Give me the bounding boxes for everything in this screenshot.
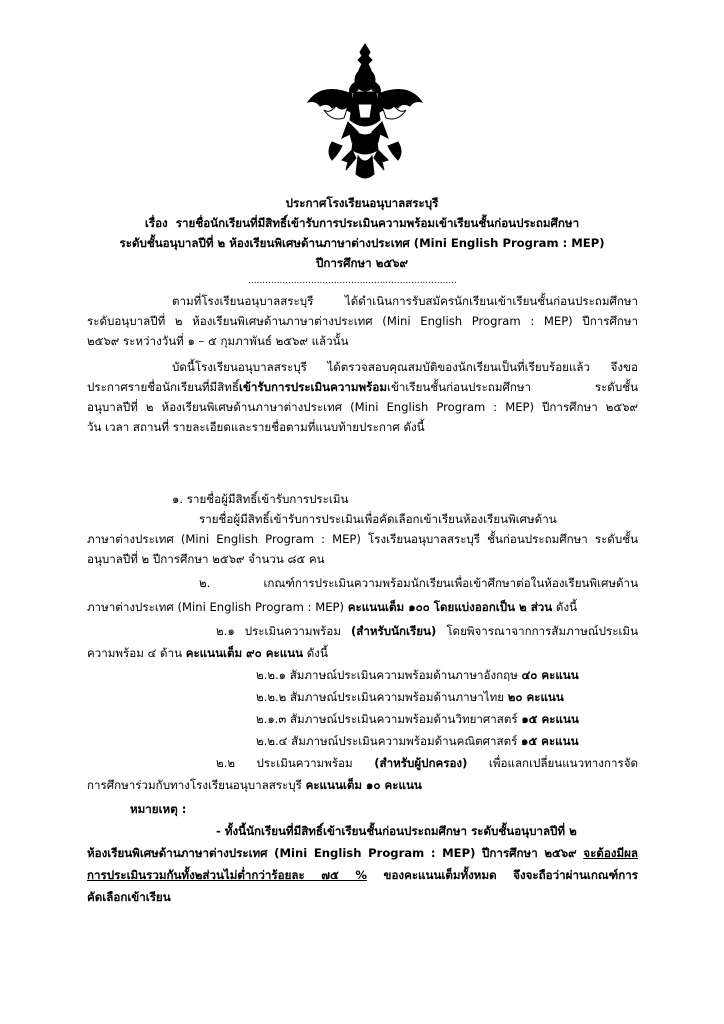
para1-line1: ตามที่โรงเรียนอนุบาลสระบุรี ได้ดำเนินการรับสมัครนักเรียนเข้าเรียนชั้นก่อนประถมศึกษา bbox=[172, 294, 638, 308]
item2-sub2-pre: ๒.๒ ประเมินความพร้อม bbox=[216, 756, 375, 770]
item2-line2 bbox=[87, 598, 577, 616]
item2-sub1-l2-bold: คะแนนเต็ม ๙๐ คะแนน bbox=[185, 646, 304, 660]
item2-sub2-line2 bbox=[87, 776, 422, 794]
criteria-item bbox=[256, 688, 564, 706]
para1-line2: ระดับอนุบาลปีที่ ๒ ห้องเรียนพิเศษด้านภาษาต่างประเทศ (Mini English Program : MEP) ปีการศึกษา bbox=[87, 314, 638, 328]
item2-sub1-l2-post: ดังนี้ bbox=[303, 646, 328, 660]
criteria-score: ๑๕ คะแนน bbox=[521, 734, 579, 748]
subject-label: เรื่อง bbox=[144, 216, 168, 230]
criteria-item bbox=[256, 666, 579, 684]
para2-line3: อนุบาลปีที่ ๒ ห้องเรียนพิเศษด้านภาษาต่างประเทศ (Mini English Program : MEP) ปีการศึกษา ๒๕๖๙ bbox=[87, 400, 638, 414]
criteria-text: ๒.๒.๑ สัมภาษณ์ประเมินความพร้อมด้านภาษาอังกฤษ bbox=[256, 668, 522, 682]
note-line2-pre: ห้องเรียนพิเศษด้านภาษาต่างประเทศ (Mini English Program : MEP) ปีการศึกษา ๒๕๖๙ bbox=[87, 846, 584, 860]
note-line2-underlined: จะต้องมีผล bbox=[583, 846, 638, 860]
note-line4: คัดเลือกเข้าเรียน bbox=[87, 890, 171, 904]
item2-sub1-post: โดยพิจารณาจากการสัมภาษณ์ประเมิน bbox=[436, 624, 638, 638]
note-line3-underlined: การประเมินรวมกันทั้ง๒ส่วนไม่ต่ำกว่าร้อยละ ๗๕ % bbox=[87, 868, 367, 882]
para2-line2 bbox=[87, 378, 638, 396]
item2-sub2-l2-pre: การศึกษาร่วมกับทางโรงเรียนอนุบาลสระบุรี bbox=[87, 778, 306, 792]
item2-sub2-line1 bbox=[216, 754, 638, 772]
item2-line2-bold: คะแนนเต็ม ๑๐๐ โดยแบ่งออกเป็น ๒ ส่วน bbox=[347, 600, 553, 614]
item2-line1: ๒. เกณฑ์การประเมินความพร้อมนักเรียนเพื่อเข้าศึกษาต่อในห้องเรียนพิเศษด้าน bbox=[199, 576, 638, 590]
subject-line bbox=[0, 214, 724, 232]
garuda-emblem-icon bbox=[302, 42, 428, 184]
item2-sub1-line2 bbox=[87, 644, 328, 662]
item2-line2-post: ดังนี้ bbox=[552, 600, 578, 614]
para2-line4: วัน เวลา สถานที่ รายละเอียดและรายชื่อตามที่แนบท้ายประกาศ ดังนี้ bbox=[87, 420, 425, 434]
criteria-item bbox=[256, 710, 579, 728]
item2-sub1-bold: (สำหรับนักเรียน) bbox=[351, 624, 437, 638]
para1-line3: ๒๕๖๙ ระหว่างวันที่ ๑ – ๕ กุมภาพันธ์ ๒๕๖๙ แล้วนั้น bbox=[87, 334, 349, 348]
separator: ......................................................................... bbox=[248, 276, 457, 286]
note-line3-post: ของคะแนนเต็มทั้งหมด จึงจะถือว่าผ่านเกณฑ์การ bbox=[366, 868, 638, 882]
item2-sub1-l2-pre: ความพร้อม ๔ ด้าน bbox=[87, 646, 186, 660]
item2-sub1-pre: ๒.๑ ประเมินความพร้อม bbox=[216, 624, 351, 638]
item2-sub2-post: เพื่อแลกเปลี่ยนแนวทางการจัด bbox=[467, 756, 639, 770]
criteria-score: ๑๕ คะแนน bbox=[521, 712, 579, 726]
level-line: ระดับชั้นอนุบาลปีที่ ๒ ห้องเรียนพิเศษด้านภาษาต่างประเทศ (Mini English Program : MEP) bbox=[119, 236, 605, 250]
criteria-text: ๒.๒.๔ สัมภาษณ์ประเมินความพร้อมด้านคณิตศาสตร์ bbox=[256, 734, 522, 748]
para2-line2-post: เข้าเรียนชั้นก่อนประถมศึกษา ระดับชั้น bbox=[386, 380, 638, 394]
para2-line2-bold: เข้ารับการประเมินความพร้อม bbox=[239, 380, 387, 394]
item2-sub2-l2-bold: คะแนนเต็ม ๑๐ คะแนน bbox=[305, 778, 422, 792]
criteria-text: ๒.๒.๒ สัมภาษณ์ประเมินความพร้อมด้านภาษาไทย bbox=[256, 690, 508, 704]
item1-line2: ภาษาต่างประเทศ (Mini English Program : MEP) โรงเรียนอนุบาลสระบุรี ชั้นก่อนประถมศึกษา ระดับชั้น bbox=[87, 532, 638, 546]
year-line: ปีการศึกษา ๒๕๖๙ bbox=[316, 256, 408, 270]
criteria-score: ๔๐ คะแนน bbox=[521, 668, 579, 682]
para2-line1: บัดนี้โรงเรียนอนุบาลสระบุรี ได้ตรวจสอบคุณสมบัติของนักเรียนเป็นที่เรียบร้อยแล้ว จึงขอ bbox=[172, 360, 638, 374]
item2-line2-pre: ภาษาต่างประเทศ (Mini English Program : MEP) bbox=[87, 600, 348, 614]
note-label: หมายเหตุ : bbox=[130, 802, 187, 816]
item1-title: ๑. รายชื่อผู้มีสิทธิ์เข้ารับการประเมิน bbox=[172, 492, 349, 506]
criteria-score: ๒๐ คะแนน bbox=[507, 690, 564, 704]
org-title: ประกาศโรงเรียนอนุบาลสระบุรี bbox=[285, 196, 439, 210]
item2-sub2-bold: (สำหรับผู้ปกครอง) bbox=[374, 756, 468, 770]
criteria-text: ๒.๑.๓ สัมภาษณ์ประเมินความพร้อมด้านวิทยาศาสตร์ bbox=[256, 712, 522, 726]
note-line1: - ทั้งนี้นักเรียนที่มีสิทธิ์เข้าเรียนชั้นก่อนประถมศึกษา ระดับชั้นอนุบาลปีที่ ๒ bbox=[216, 824, 577, 838]
note-line2 bbox=[87, 844, 638, 862]
subject-text: รายชื่อนักเรียนที่มีสิทธิ์เข้ารับการประเมินความพร้อมเข้าเรียนชั้นก่อนประถมศึกษา bbox=[175, 216, 580, 230]
para2-line2-pre: ประกาศรายชื่อนักเรียนที่มีสิทธิ์ bbox=[87, 380, 239, 394]
item1-line1: รายชื่อผู้มีสิทธิ์เข้ารับการประเมินเพื่อคัดเลือกเข้าเรียนห้องเรียนพิเศษด้าน bbox=[199, 512, 557, 526]
item2-sub1-line1 bbox=[216, 622, 638, 640]
criteria-item bbox=[256, 732, 579, 750]
note-line3 bbox=[87, 866, 638, 884]
item1-line3: อนุบาลปีที่ ๒ ปีการศึกษา ๒๕๖๙ จำนวน ๘๕ คน bbox=[87, 552, 325, 566]
